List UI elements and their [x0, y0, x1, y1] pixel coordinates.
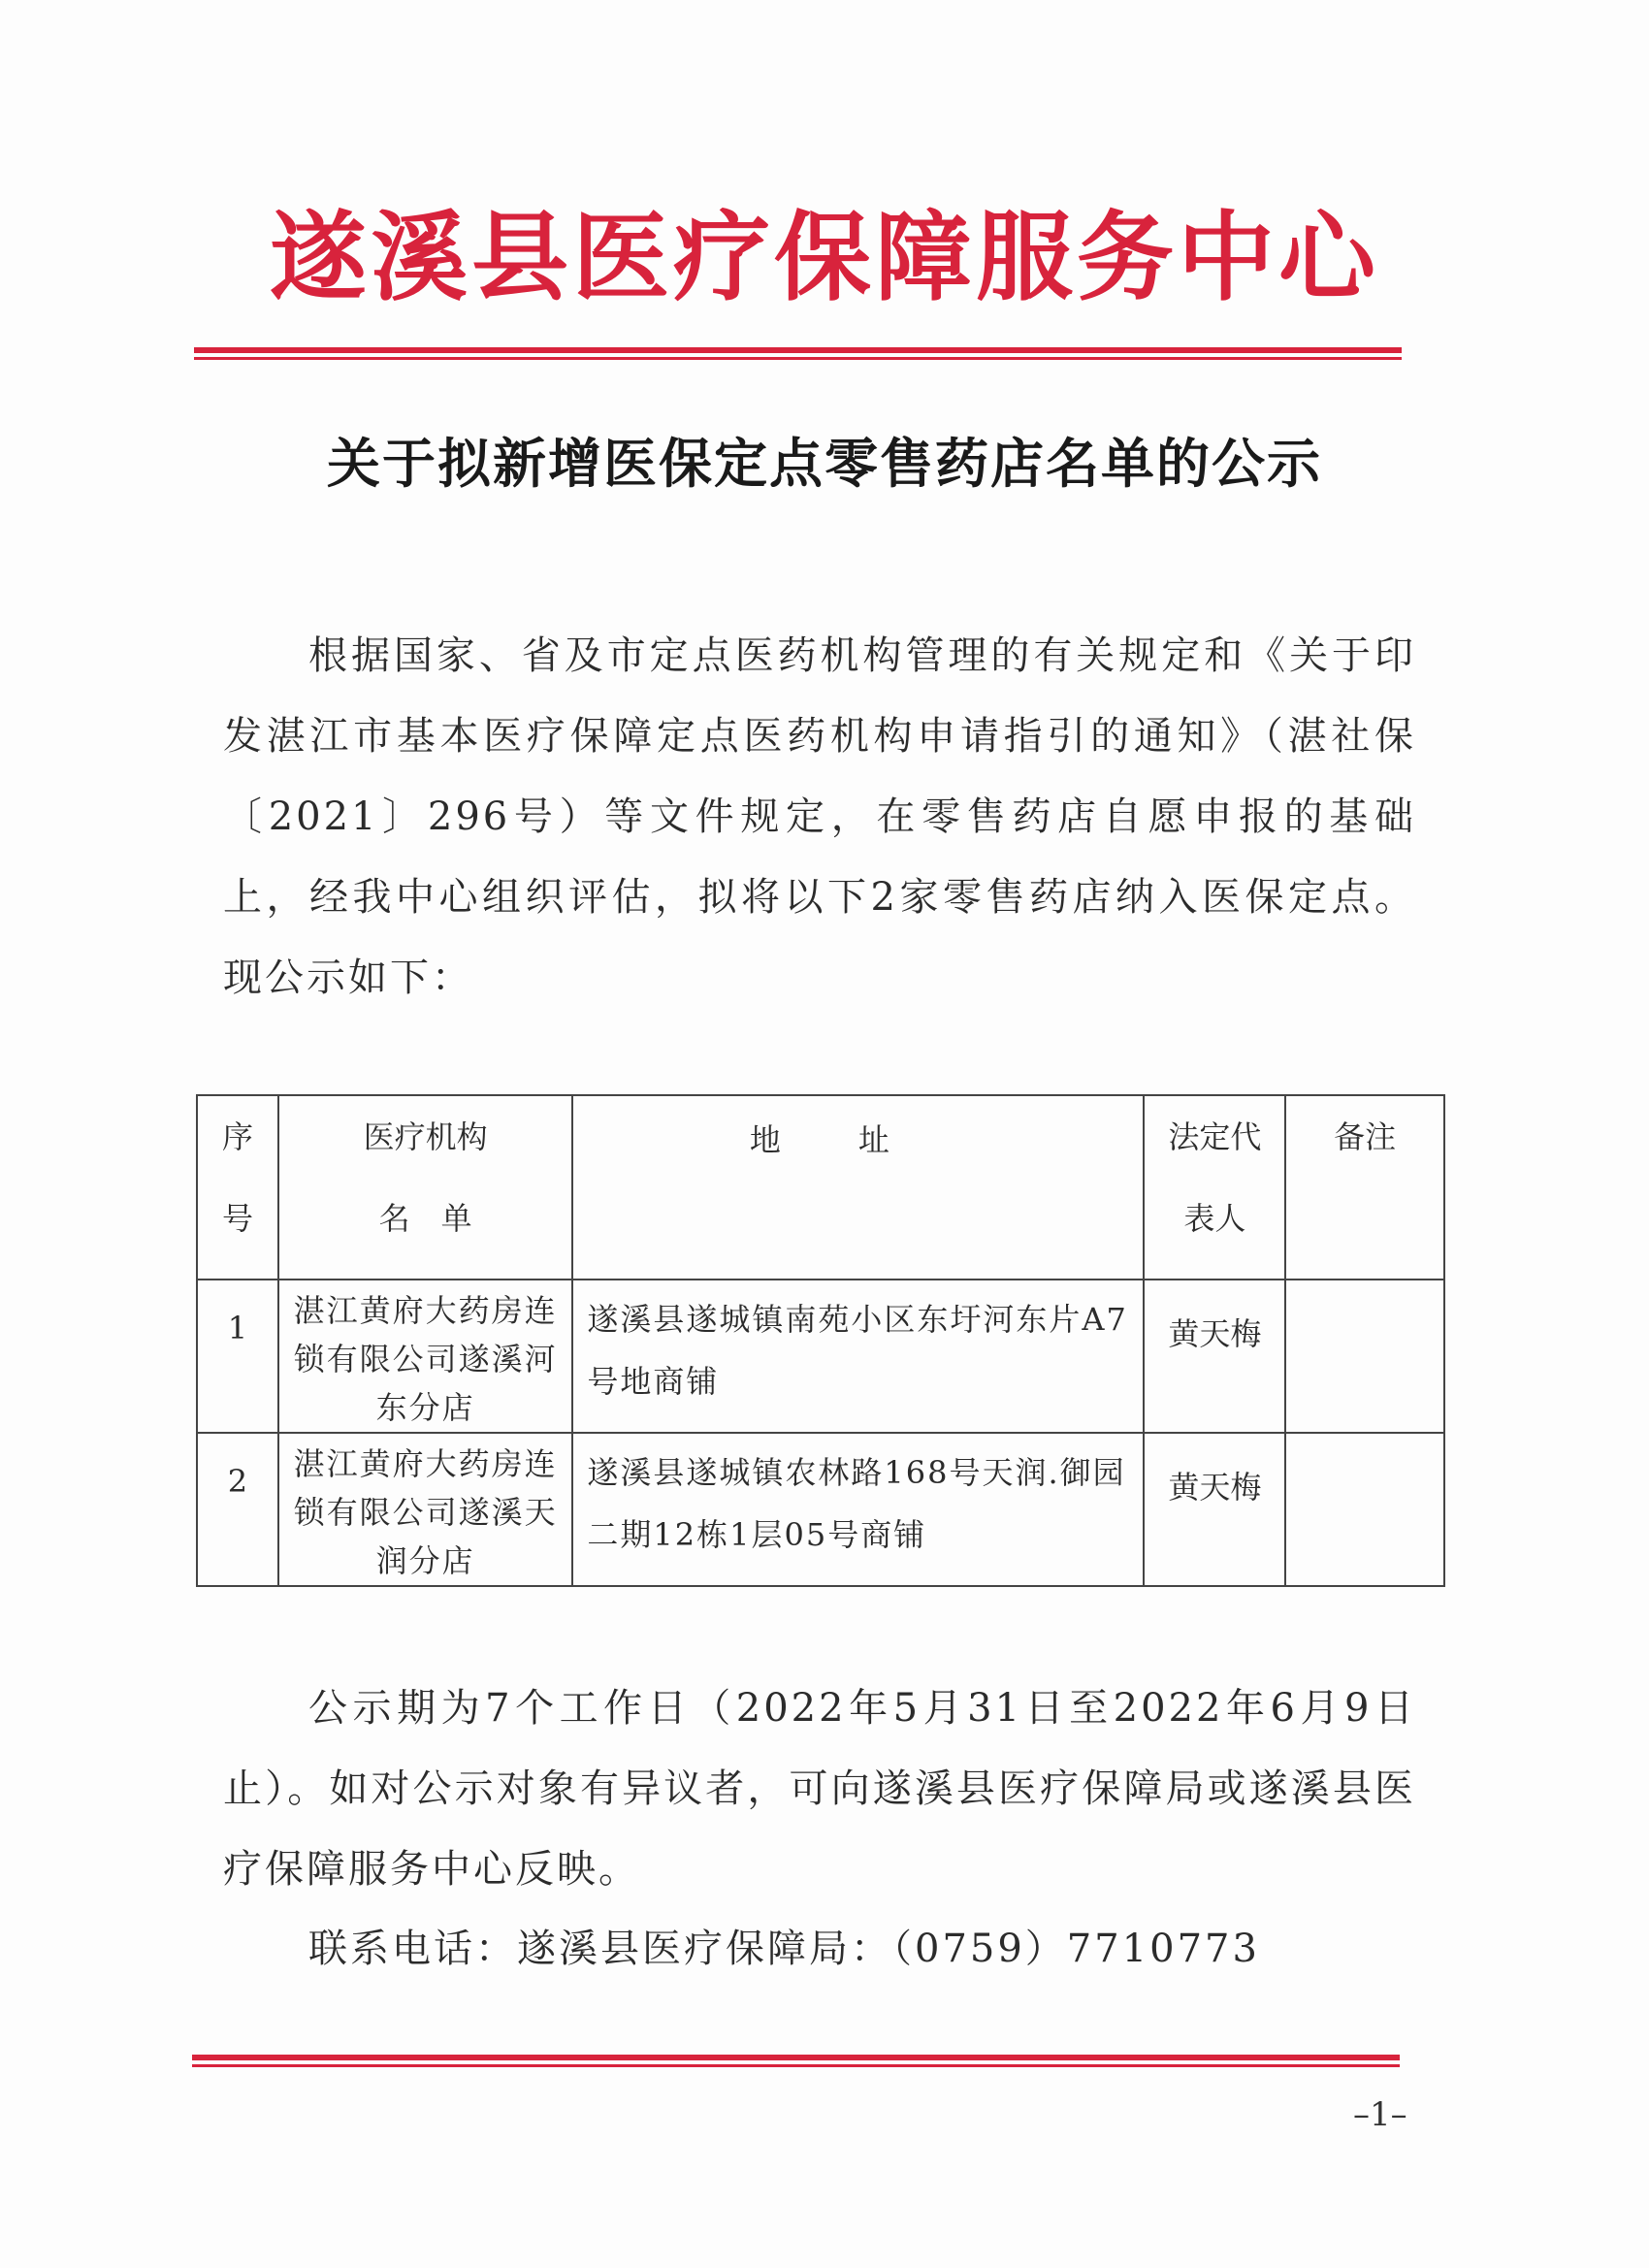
pharmacy-list-table: [196, 1094, 1445, 1587]
row-remark: [1285, 1280, 1444, 1433]
row-representative: 黄天梅: [1144, 1433, 1285, 1586]
header-seq: [197, 1095, 278, 1280]
header-address: 地址: [572, 1095, 1144, 1280]
header-org-name: [278, 1095, 573, 1280]
letterhead-rule-thin: [194, 357, 1402, 360]
period-paragraph: 公示期为7个工作日（2022年5月31日至2022年6月9日止）。如对公示对象有异议者，可向遂溪县医疗保障局或遂溪县医疗保障服务中心反映。: [223, 1686, 1416, 1892]
header-org-line1: 医疗机构: [363, 1118, 488, 1155]
letterhead-rule-thick: [194, 347, 1402, 353]
header-remark: 备注: [1285, 1095, 1444, 1280]
header-rep-line1: 法定代: [1168, 1118, 1262, 1155]
row-seq: 2: [197, 1433, 278, 1586]
table-row: [197, 1433, 1444, 1586]
row-address: 遂溪县遂城镇农林路168号天润.御园二期12栋1层05号商铺: [572, 1433, 1144, 1586]
header-seq-line1: 序: [221, 1118, 253, 1155]
table-header-row: [197, 1095, 1444, 1280]
row-address: 遂溪县遂城镇南苑小区东圩河东片A7号地商铺: [572, 1280, 1144, 1433]
footer-rule-thick: [192, 2055, 1400, 2060]
table-row: [197, 1280, 1444, 1433]
letterhead-org-name: 遂溪县医疗保障服务中心: [270, 200, 1379, 314]
row-org-name: 湛江黄府大药房连锁有限公司遂溪河东分店: [278, 1280, 573, 1433]
row-seq: 1: [197, 1280, 278, 1433]
document-title: 关于拟新增医保定点零售药店名单的公示: [326, 433, 1322, 495]
row-remark: [1285, 1433, 1444, 1586]
header-seq-line2: 号: [221, 1200, 253, 1237]
header-representative: [1144, 1095, 1285, 1280]
footer-rule-thin: [192, 2064, 1400, 2067]
row-org-name: 湛江黄府大药房连锁有限公司遂溪天润分店: [278, 1433, 573, 1586]
page-number: –1–: [1353, 2095, 1407, 2134]
contact-paragraph: 联系电话：遂溪县医疗保障局：（0759）7710773: [308, 1927, 1260, 1971]
header-org-line2: 名 单: [378, 1200, 472, 1237]
row-representative: 黄天梅: [1144, 1280, 1285, 1433]
header-rep-line2: 表人: [1183, 1200, 1246, 1237]
intro-paragraph: 根据国家、省及市定点医药机构管理的有关规定和《关于印发湛江市基本医疗保障定点医药机构申请指引的通知》（湛社保〔2021〕296号）等文件规定，在零售药店自愿申报的基础上，经我中心组织评估，拟将以下2家零售药店纳入医保定点。现公示如下：: [223, 633, 1416, 1000]
